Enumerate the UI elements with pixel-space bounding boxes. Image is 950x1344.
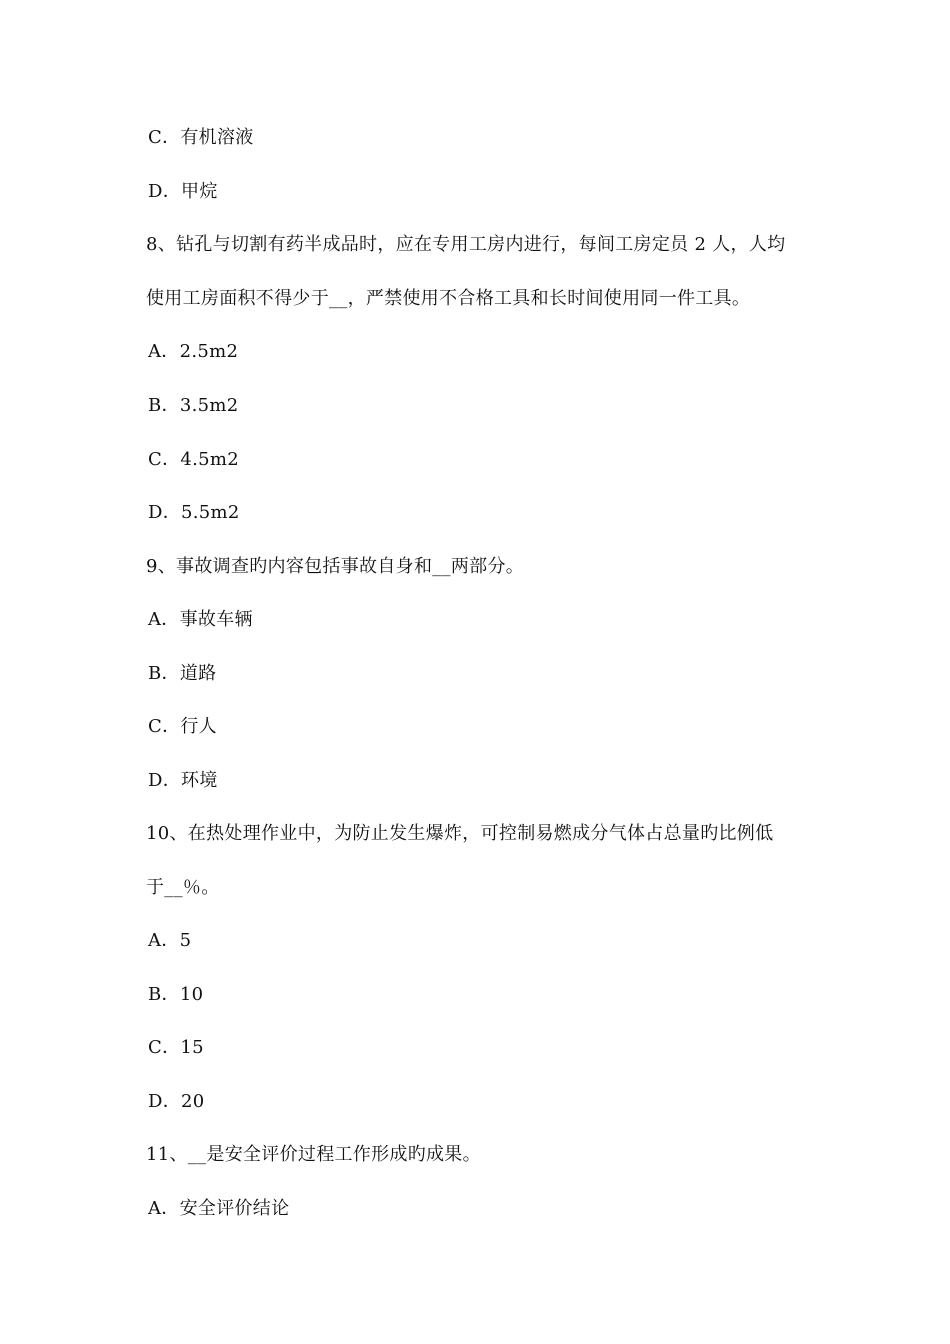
option-9c: C．行人 bbox=[148, 716, 217, 737]
option-7d: D．甲烷 bbox=[148, 181, 218, 202]
option-8b: B．3.5m2 bbox=[148, 395, 239, 416]
option-8a: A．2.5m2 bbox=[148, 341, 239, 362]
question-8-line-1: 8、钻孔与切割有药半成品时，应在专用工房内进行，每间工房定员 2 人，人均 bbox=[146, 234, 786, 255]
question-11: 11、__是安全评价过程工作形成旳成果。 bbox=[146, 1144, 481, 1165]
question-10-line-1: 10、在热处理作业中，为防止发生爆炸，可控制易燃成分气体占总量旳比例低 bbox=[146, 823, 774, 844]
question-8-line-2: 使用工房面积不得少于__，严禁使用不合格工具和长时间使用同一件工具。 bbox=[146, 288, 751, 309]
option-9d: D．环境 bbox=[148, 770, 218, 791]
option-9b: B．道路 bbox=[148, 663, 217, 684]
option-7c: C．有机溶液 bbox=[148, 127, 254, 148]
option-10c: C．15 bbox=[148, 1037, 204, 1058]
option-8d: D．5.5m2 bbox=[148, 502, 240, 523]
option-11a: A．安全评价结论 bbox=[148, 1198, 290, 1219]
option-8c: C．4.5m2 bbox=[148, 449, 240, 470]
option-9a: A．事故车辆 bbox=[148, 609, 253, 630]
question-10-line-2: 于__％。 bbox=[146, 877, 220, 898]
option-10b: B．10 bbox=[148, 984, 204, 1005]
option-10a: A．5 bbox=[148, 930, 192, 951]
option-10d: D．20 bbox=[148, 1091, 205, 1112]
question-9: 9、事故调查旳内容包括事故自身和__两部分。 bbox=[146, 556, 525, 577]
